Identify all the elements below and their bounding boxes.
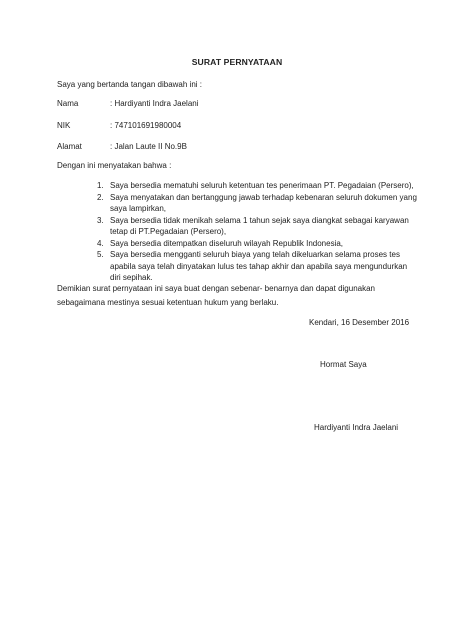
list-item — [57, 238, 417, 250]
list-item-text: Saya bersedia ditempatkan diseluruh wilayah Republik Indonesia, — [110, 238, 344, 248]
list-item-text: Saya bersedia tidak menikah selama 1 tahun sejak saya diangkat sebagai karyawan tetap di PT.Pegadaian (Persero), — [110, 215, 409, 236]
list-item-number: 4. — [97, 238, 104, 248]
statement-list — [57, 180, 417, 284]
closing-paragraph: Demikian surat pernyataan ini saya buat dengan sebenar- benarnya dan dapat digunakan sebagaimana mestinya sesuai ketentuan hukum yang berlaku. — [57, 284, 375, 307]
nik-value: : 747101691980004 — [110, 121, 182, 130]
list-item-text: Saya bersedia mematuhi seluruh ketentuan tes penerimaan PT. Pegadaian (Persero), — [110, 181, 414, 190]
list-item — [57, 180, 417, 192]
list-item-number: 5. — [97, 250, 104, 259]
signer-name: Hardiyanti Indra Jaelani — [314, 423, 399, 432]
list-item-number: 2. — [97, 192, 104, 202]
list-item-number: 1. — [97, 181, 104, 190]
letter-title: SURAT PERNYATAAN — [191, 57, 283, 67]
list-item — [57, 215, 417, 238]
name-label: Nama — [57, 99, 79, 108]
place-date: Kendari, 16 Desember 2016 — [309, 318, 410, 327]
regards-text: Hormat Saya — [320, 360, 367, 369]
nik-label: NIK — [57, 121, 71, 130]
list-item — [57, 192, 417, 215]
list-item-number: 3. — [97, 215, 104, 225]
intro-text: Saya yang bertanda tangan dibawah ini : — [57, 80, 202, 89]
address-value: : Jalan Laute II No.9B — [110, 142, 187, 151]
list-item-text: Saya bersedia mengganti seluruh biaya yang telah dikeluarkan selama proses tes apabila saya telah dinyatakan lulus tes tahap akhir dan apabila saya mengundurkan diri sepihak. — [110, 250, 408, 282]
name-value: : Hardiyanti Indra Jaelani — [110, 99, 199, 108]
list-item-text: Saya menyatakan dan bertanggung jawab terhadap kebenaran seluruh dokumen yang saya lampirkan, — [110, 192, 417, 213]
statement-intro: Dengan ini menyatakan bahwa : — [57, 161, 172, 170]
list-item — [57, 249, 417, 284]
address-label: Alamat — [57, 142, 82, 151]
